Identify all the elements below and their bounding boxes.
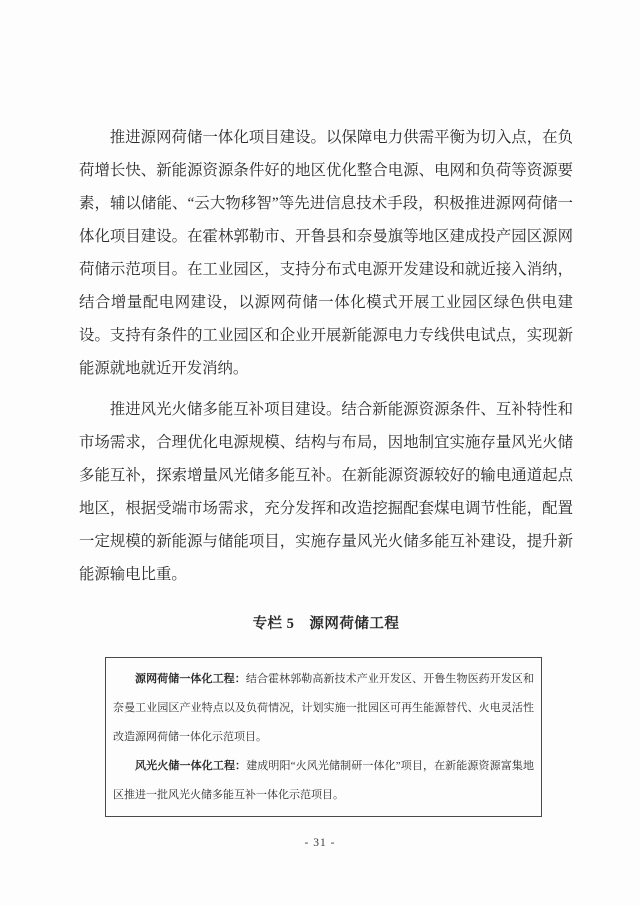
page-number: - 31 -	[304, 837, 336, 849]
body-paragraph-1: 推进源网荷储一体化项目建设。以保障电力供需平衡为切入点，在负荷增长快、新能源资源条件好的地区优化整合电源、电网和负荷等资源要素，辅以储能、“云大物移智”等先进信息技术手段，积极推进源网荷储一体化项目建设。在霍林郭勒市、开鲁县和奈曼旗等地区建成投产园区源网荷储示范项目。在工业园区，支持分布式电源开发建设和就近接入消纳，结合增量配电网建设，以源网荷储一体化模式开展工业园区绿色供电建设。支持有条件的工业园区和企业开展新能源电力专线供电试点，实现新能源就地就近开发消纳。	[79, 129, 573, 377]
box-item-2-label: 风光火储一体化工程：	[135, 760, 247, 772]
box-item-1-label: 源网荷储一体化工程：	[135, 673, 246, 685]
box-item-2-text: 建成明阳“火风光储制研一体化”项目，在新能源资源富集地区推进一批风光火储多能互补一体化示范项目。	[113, 760, 535, 801]
box-item-1-text: 结合霍林郭勒高新技术产业开发区、开鲁生物医药开发区和奈曼工业园区产业特点以及负荷情况，计划实施一批园区可再生能源替代、火电灵活性改造源网荷储一体化示范项目。	[113, 673, 535, 743]
box-item-2	[113, 752, 534, 810]
column-box-title: 专栏 5 源网荷储工程	[252, 616, 400, 632]
column-info-box	[105, 657, 542, 817]
body-paragraph-2: 推进风光火储多能互补项目建设。结合新能源资源条件、互补特性和市场需求，合理优化电源规模、结构与布局，因地制宜实施存量风光火储多能互补，探索增量风光储多能互补。在新能源资源较好的输电通道起点地区，根据受端市场需求，充分发挥和改造挖掘配套煤电调节性能，配置一定规模的新能源与储能项目，实施存量风光火储多能互补建设，提升新能源输电比重。	[79, 401, 573, 583]
box-item-1	[113, 665, 534, 752]
